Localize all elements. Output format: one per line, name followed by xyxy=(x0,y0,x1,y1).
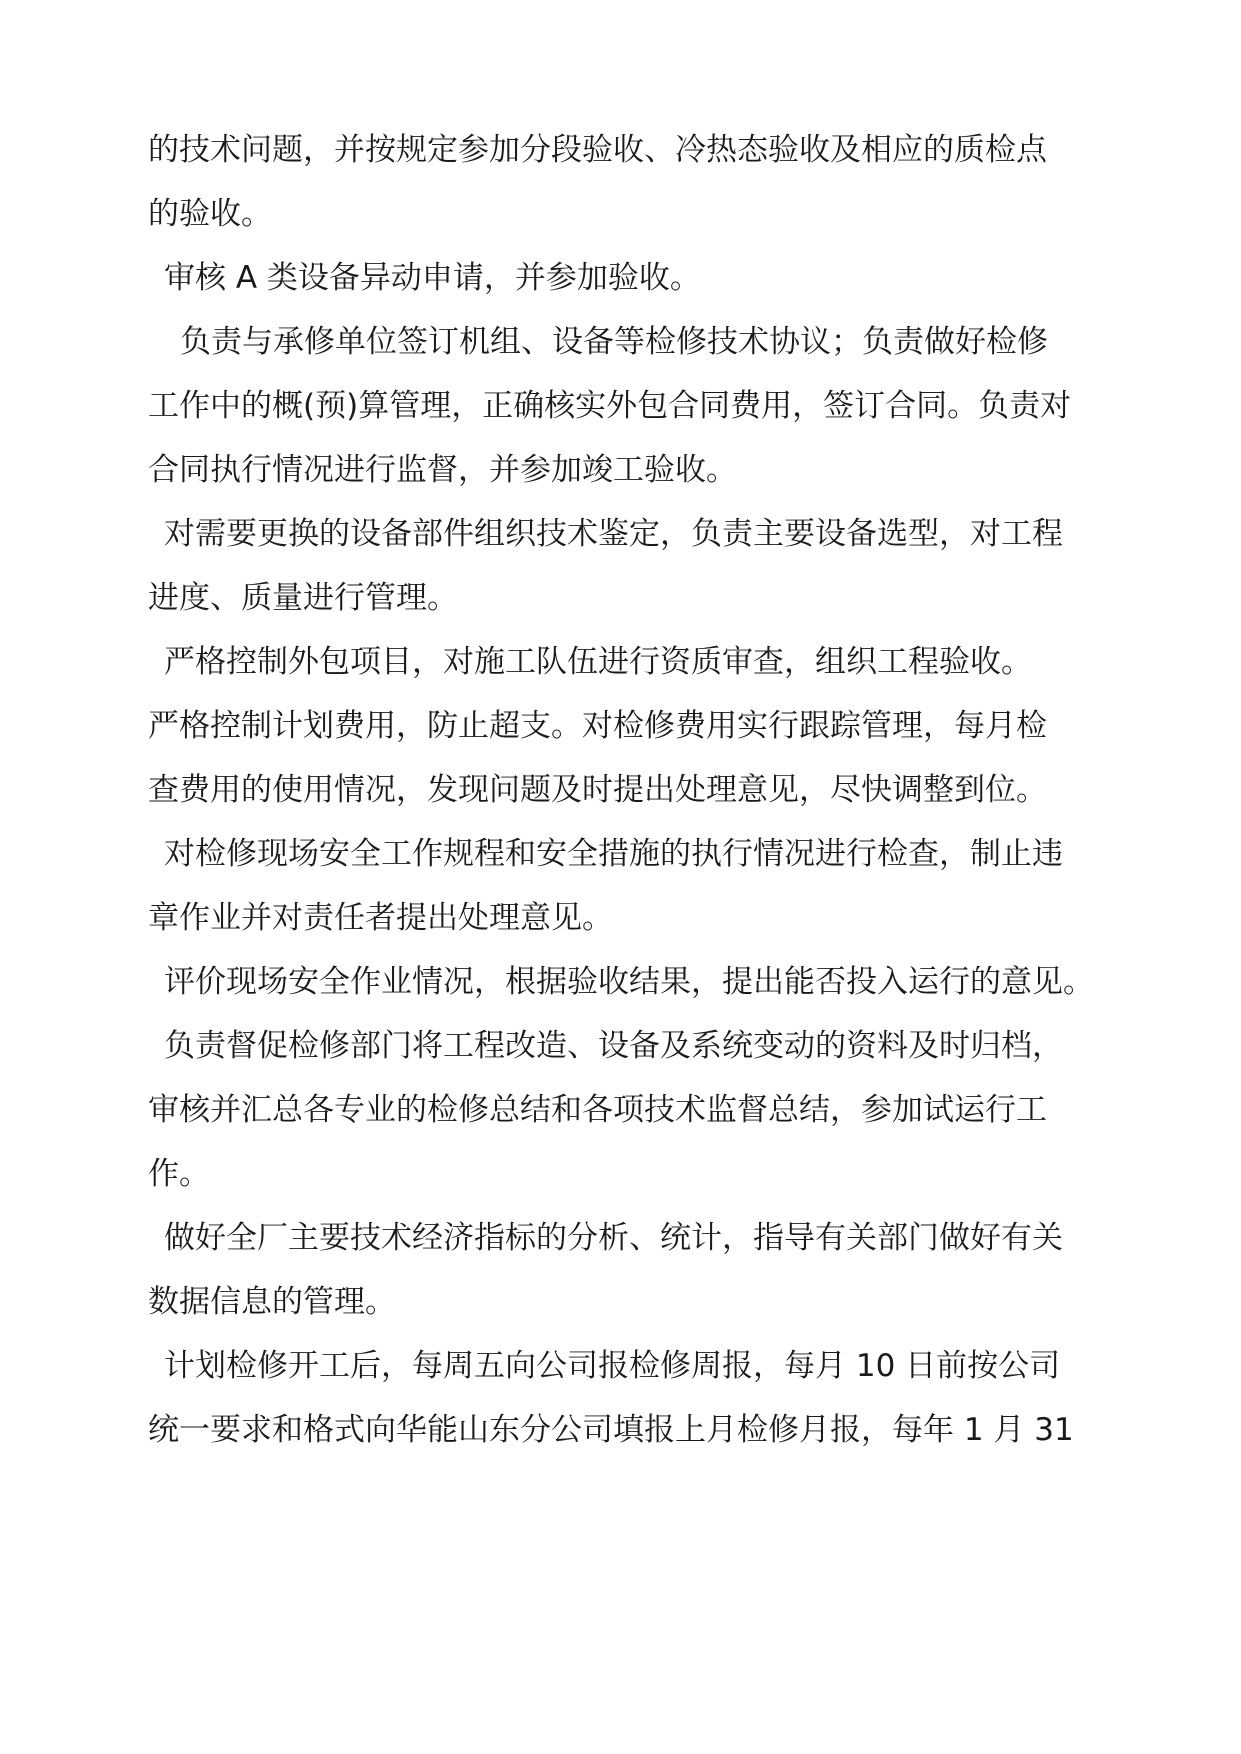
text-line: 负责与承修单位签订机组、设备等检修技术协议；负责做好检修 xyxy=(180,324,1048,360)
text-line: 做好全厂主要技术经济指标的分析、统计，指导有关部门做好有关 xyxy=(164,1220,1063,1256)
text-line: 章作业并对责任者提出处理意见。 xyxy=(148,900,613,936)
text-line: 的验收。 xyxy=(148,196,272,232)
text-line: 进度、质量进行管理。 xyxy=(148,580,458,616)
text-line: 评价现场安全作业情况，根据验收结果，提出能否投入运行的意见。 xyxy=(164,964,1094,1000)
text-line: 对检修现场安全工作规程和安全措施的执行情况进行检查，制止违 xyxy=(164,836,1063,872)
text-line: 数据信息的管理。 xyxy=(148,1284,396,1320)
text-line: 计划检修开工后，每周五向公司报检修周报，每月 10 日前按公司 xyxy=(164,1348,1061,1384)
text-line: 负责督促检修部门将工程改造、设备及系统变动的资料及时归档， xyxy=(164,1028,1063,1064)
text-line: 审核并汇总各专业的检修总结和各项技术监督总结，参加试运行工 xyxy=(148,1092,1047,1128)
text-line: 作。 xyxy=(148,1156,210,1192)
text-line: 严格控制外包项目，对施工队伍进行资质审查，组织工程验收。 xyxy=(164,644,1032,680)
text-line: 的技术问题，并按规定参加分段验收、冷热态验收及相应的质检点 xyxy=(148,132,1047,168)
text-line: 合同执行情况进行监督，并参加竣工验收。 xyxy=(148,452,737,488)
text-line: 严格控制计划费用，防止超支。对检修费用实行跟踪管理，每月检 xyxy=(148,708,1047,744)
text-line: 统一要求和格式向华能山东分公司填报上月检修月报，每年 1 月 31 xyxy=(148,1412,1074,1448)
text-line: 查费用的使用情况，发现问题及时提出处理意见，尽快调整到位。 xyxy=(148,772,1047,808)
text-line: 审核 A 类设备异动申请，并参加验收。 xyxy=(164,260,701,296)
text-line: 对需要更换的设备部件组织技术鉴定，负责主要设备选型，对工程 xyxy=(164,516,1063,552)
text-line: 工作中的概(预)算管理，正确核实外包合同费用，签订合同。负责对 xyxy=(148,388,1072,424)
